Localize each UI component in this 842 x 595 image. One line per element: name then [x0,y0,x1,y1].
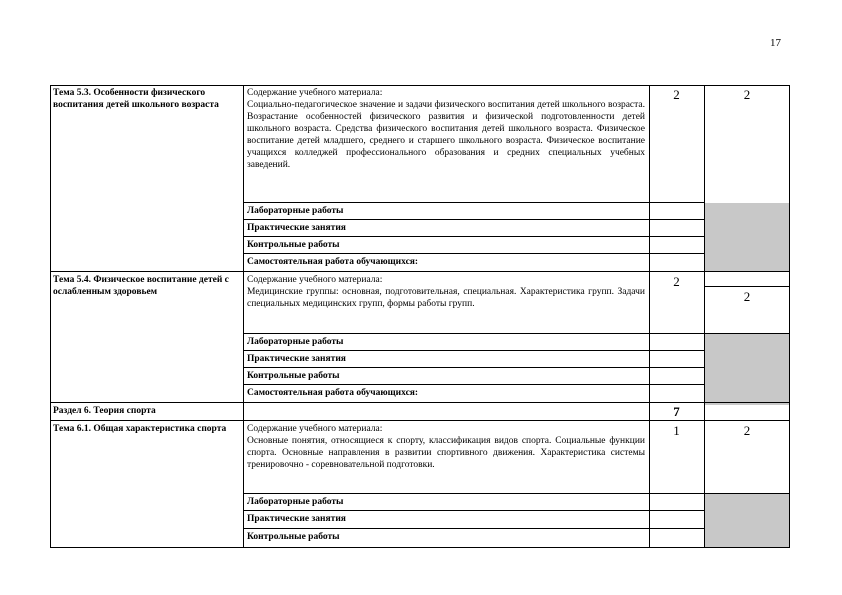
lab-works-label: Лабораторные работы [247,497,344,507]
row-divider [243,253,705,254]
content-title: Содержание учебного материала: [247,275,383,285]
table-border [50,85,790,86]
column-divider [704,85,705,548]
row-divider [50,271,790,272]
row-divider [50,402,790,403]
row-divider [243,219,705,220]
level-cell: 2 [743,289,751,304]
content-5-3 [243,85,649,171]
content-5-4 [243,272,649,310]
hours-cell: 2 [673,274,680,289]
self-study-label: Самостоятельная работа обучающихся: [247,257,419,267]
lab-works-label: Лабораторные работы [247,337,344,347]
self-study-label: Самостоятельная работа обучающихся: [247,388,419,398]
content-text: Социально-педагогическое значение и задачи физического воспитания детей школьного возраста. Возрастание особенностей физического развития и физической подготовленности детей школьного возраста. Средства физического воспитания детей школьного возраста. Физическое воспитание детей младшего, среднего и старшего школьного возраста. Физическое воспитание учащихся колледжей профессионального образования и средних специальных учебных заведений. [247,100,645,170]
content-title: Содержание учебного материала: [247,424,383,434]
column-divider [243,85,244,548]
lab-works-label: Лабораторные работы [247,206,344,216]
row-divider [243,202,705,203]
row-divider [50,420,790,421]
gray-cell [704,334,790,405]
topic-5-3: Тема 5.3. Особенности физического воспитания детей школьного возраста [53,88,219,110]
row-divider [243,528,705,529]
row-divider [704,286,790,287]
row-divider [243,333,790,334]
gray-cell [704,203,790,271]
hours-cell: 2 [673,87,680,102]
topic-5-4: Тема 5.4. Физическое воспитание детей с ослабленным здоровьем [53,275,229,297]
content-title: Содержание учебного материала: [247,88,383,98]
row-divider [243,510,705,511]
practical-label: Практические занятия [247,223,346,233]
control-works-label: Контрольные работы [247,532,340,542]
row-divider [243,350,705,351]
practical-label: Практические занятия [247,354,346,364]
row-divider [243,493,790,494]
page-number: 17 [770,37,781,49]
gray-cell [704,494,790,547]
hours-cell: 1 [673,423,680,438]
content-text: Медицинские группы: основная, подготовительная, специальная. Характеристика групп. Задачи специальных медицинских групп, формы работы групп. [247,287,645,309]
table-border [50,547,790,548]
level-cell: 2 [743,423,751,438]
section-6-title: Раздел 6. Теория спорта [53,406,156,416]
table-border [789,85,790,548]
topic-6-1: Тема 6.1. Общая характеристика спорта [53,424,227,434]
level-cell: 2 [743,87,751,102]
section-hours: 7 [673,404,680,419]
column-divider [649,85,650,548]
row-divider [243,236,705,237]
content-6-1 [243,421,649,471]
control-works-label: Контрольные работы [247,371,340,381]
row-divider [243,384,705,385]
table-border [50,85,51,548]
control-works-label: Контрольные работы [247,240,340,250]
content-text: Основные понятия, относящиеся к спорту, классификация видов спорта. Социальные функции спорта. Основные направления в развитии спортивного движения. Характеристика системы тренировочно - соревновательной подготовки. [247,436,645,470]
practical-label: Практические занятия [247,514,346,524]
row-divider [243,367,705,368]
